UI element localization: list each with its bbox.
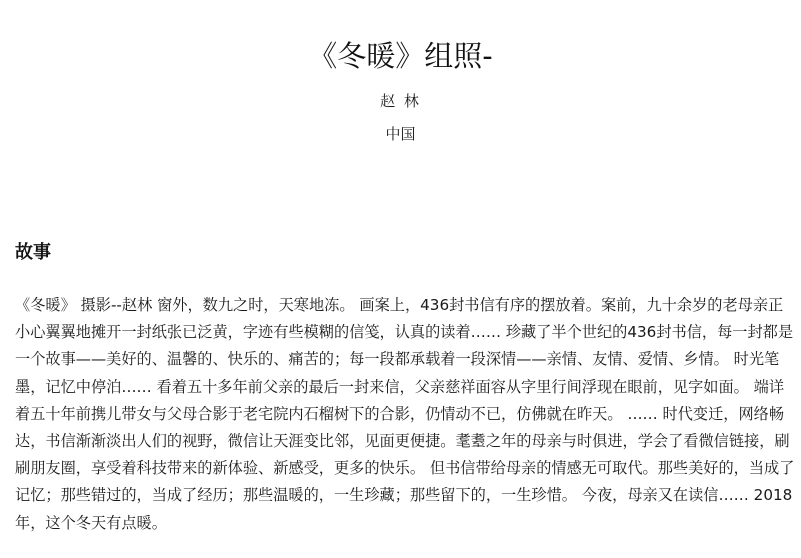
- page-title: 《冬暖》组照-: [308, 39, 493, 73]
- section-heading-story: 故事: [15, 242, 51, 263]
- story-paragraph: 《冬暖》 摄影--赵林 窗外，数九之时，天寒地冻。 画案上，436封书信有序的摆放着。案前，九十余岁的老母亲正小心翼翼地摊开一封纸张已泛黄，字迹有些模糊的信笺，认真的读着…… 珍藏了半个世纪的436封书信，每一封都是一个故事——美好的、温馨的、快乐的、痛苦的；每一段都承载着一段深情——亲情、友情、爱情、乡情。 时光笔墨，记忆中停泊…… 看着五十多年前父亲的最后一封来信，父亲慈祥面容从字里行间浮现在眼前，见字如面。 端详着五十年前携儿带女与父母合影于老宅院内石榴树下的合影，仍情动不已，仿佛就在昨天。 …… 时代变迁，网络畅达，书信渐渐淡出人们的视野，微信让天涯变比邻，见面更便捷。耄耋之年的母亲与时俱进，学会了看微信链接，刷刷朋友圈，享受着科技带来的新体验、新感受，更多的快乐。 但书信带给母亲的情感无可取代。那些美好的，当成了记忆；那些错过的，当成了经历；那些温暖的，一生珍藏；那些留下的，一生珍惜。 今夜，母亲又在读信…… 2018年，这个冬天有点暖。: [15, 296, 795, 532]
- author-country: 中国: [385, 125, 416, 143]
- author-name: 赵 林: [380, 92, 421, 110]
